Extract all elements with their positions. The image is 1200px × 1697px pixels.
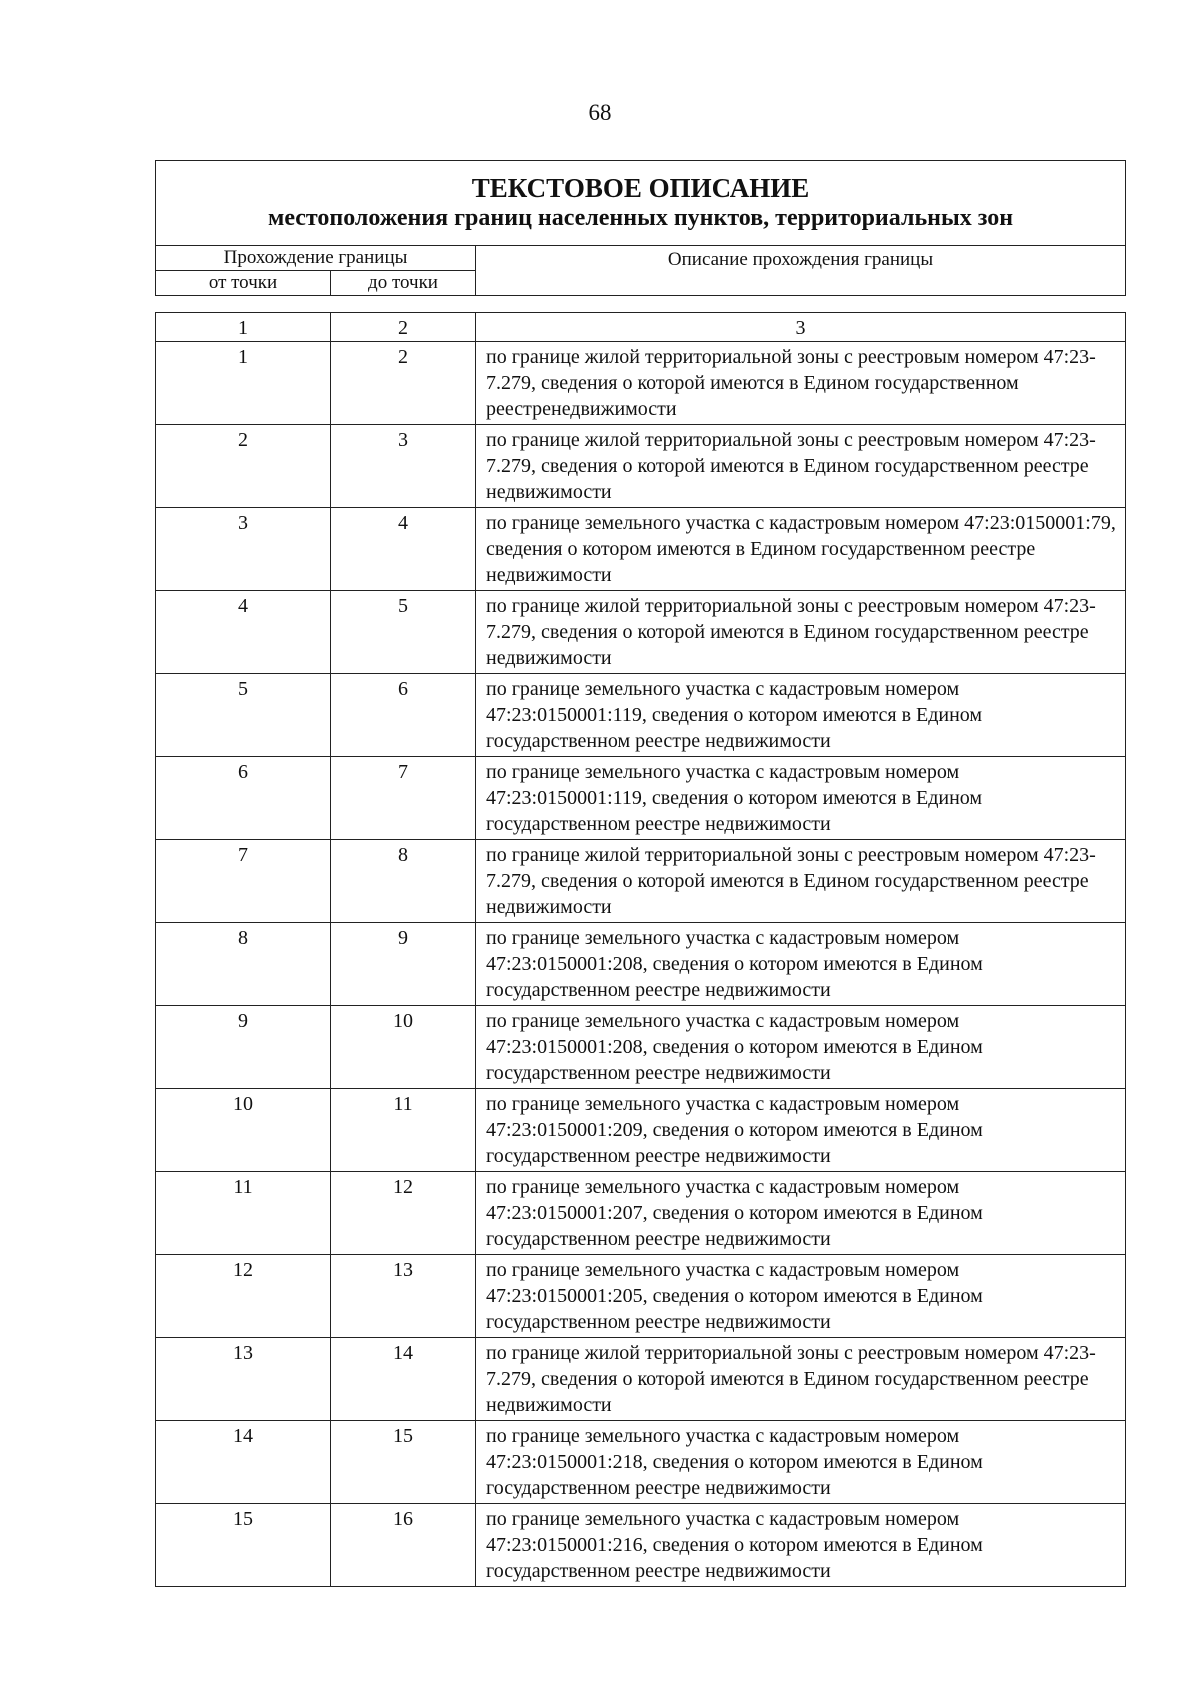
to-point-cell: 16 (331, 1504, 476, 1587)
description-cell: по границе земельного участка с кадастровым номером 47:23:0150001:208, сведения о котором имеются в Едином государственном реестре недвижимости (476, 923, 1126, 1006)
description-cell: по границе земельного участка с кадастровым номером 47:23:0150001:207, сведения о котором имеются в Едином государственном реестре недвижимости (476, 1172, 1126, 1255)
table-row (156, 757, 1126, 840)
table-row (156, 591, 1126, 674)
document-title (156, 161, 1126, 246)
to-point-cell: 9 (331, 923, 476, 1006)
table-row (156, 342, 1126, 425)
description-cell: по границе земельного участка с кадастровым номером 47:23:0150001:208, сведения о котором имеются в Едином государственном реестре недвижимости (476, 1006, 1126, 1089)
table-row (156, 1504, 1126, 1587)
description-cell: по границе жилой территориальной зоны с реестровым номером 47:23-7.279, сведения о которой имеются в Едином государственном реестренедвижимости (476, 342, 1126, 425)
header-table (155, 160, 1126, 296)
table-row (156, 840, 1126, 923)
title-line-2: местоположения границ населенных пунктов, территориальных зон (267, 205, 1014, 231)
from-point-cell: 8 (156, 923, 331, 1006)
from-point-cell: 6 (156, 757, 331, 840)
to-point-cell: 11 (331, 1089, 476, 1172)
to-point-cell: 15 (331, 1421, 476, 1504)
to-point-cell: 2 (331, 342, 476, 425)
from-point-cell: 1 (156, 342, 331, 425)
to-point-cell: 14 (331, 1338, 476, 1421)
from-point-cell: 7 (156, 840, 331, 923)
to-point-cell: 6 (331, 674, 476, 757)
from-point-cell: 11 (156, 1172, 331, 1255)
header-to-point: до точки (331, 271, 476, 296)
to-point-cell: 5 (331, 591, 476, 674)
from-point-cell: 9 (156, 1006, 331, 1089)
column-number-row (156, 313, 1126, 342)
description-cell: по границе земельного участка с кадастровым номером 47:23:0150001:205, сведения о котором имеются в Едином государственном реестре недвижимости (476, 1255, 1126, 1338)
description-cell: по границе земельного участка с кадастровым номером 47:23:0150001:119, сведения о котором имеются в Едином государственном реестре недвижимости (476, 757, 1126, 840)
table-row (156, 1089, 1126, 1172)
description-cell: по границе жилой территориальной зоны с реестровым номером 47:23-7.279, сведения о которой имеются в Едином государственном реестре недвижимости (476, 1338, 1126, 1421)
to-point-cell: 10 (331, 1006, 476, 1089)
description-cell: по границе земельного участка с кадастровым номером 47:23:0150001:218, сведения о котором имеются в Едином государственном реестре недвижимости (476, 1421, 1126, 1504)
table-row (156, 1338, 1126, 1421)
table-row (156, 425, 1126, 508)
table-row (156, 1255, 1126, 1338)
from-point-cell: 2 (156, 425, 331, 508)
to-point-cell: 13 (331, 1255, 476, 1338)
to-point-cell: 12 (331, 1172, 476, 1255)
table-row (156, 1172, 1126, 1255)
description-cell: по границе земельного участка с кадастровым номером 47:23:0150001:119, сведения о котором имеются в Едином государственном реестре недвижимости (476, 674, 1126, 757)
header-description: Описание прохождения границы (476, 246, 1126, 296)
page-number: 68 (588, 100, 612, 125)
from-point-cell: 13 (156, 1338, 331, 1421)
table-row (156, 923, 1126, 1006)
description-cell: по границе жилой территориальной зоны с реестровым номером 47:23-7.279, сведения о которой имеются в Едином государственном реестре недвижимости (476, 591, 1126, 674)
to-point-cell: 3 (331, 425, 476, 508)
from-point-cell: 15 (156, 1504, 331, 1587)
table-row (156, 1006, 1126, 1089)
from-point-cell: 10 (156, 1089, 331, 1172)
description-cell: по границе жилой территориальной зоны с реестровым номером 47:23-7.279, сведения о которой имеются в Едином государственном реестре недвижимости (476, 425, 1126, 508)
header-from-point: от точки (156, 271, 331, 296)
to-point-cell: 4 (331, 508, 476, 591)
from-point-cell: 4 (156, 591, 331, 674)
table-row (156, 1421, 1126, 1504)
from-point-cell: 3 (156, 508, 331, 591)
boundary-table (155, 312, 1126, 1587)
description-cell: по границе земельного участка с кадастровым номером 47:23:0150001:209, сведения о котором имеются в Едином государственном реестре недвижимости (476, 1089, 1126, 1172)
column-number-3: 3 (476, 313, 1126, 342)
to-point-cell: 7 (331, 757, 476, 840)
column-number-1: 1 (156, 313, 331, 342)
description-cell: по границе жилой территориальной зоны с реестровым номером 47:23-7.279, сведения о которой имеются в Едином государственном реестре недвижимости (476, 840, 1126, 923)
column-number-2: 2 (331, 313, 476, 342)
from-point-cell: 5 (156, 674, 331, 757)
header-passage: Прохождение границы (156, 246, 476, 271)
title-line-1: ТЕКСТОВОЕ ОПИСАНИЕ (471, 173, 810, 203)
table-row (156, 508, 1126, 591)
from-point-cell: 12 (156, 1255, 331, 1338)
from-point-cell: 14 (156, 1421, 331, 1504)
description-cell: по границе земельного участка с кадастровым номером 47:23:0150001:79, сведения о котором имеются в Едином государственном реестре недвижимости (476, 508, 1126, 591)
table-row (156, 674, 1126, 757)
description-cell: по границе земельного участка с кадастровым номером 47:23:0150001:216, сведения о котором имеются в Едином государственном реестре недвижимости (476, 1504, 1126, 1587)
to-point-cell: 8 (331, 840, 476, 923)
